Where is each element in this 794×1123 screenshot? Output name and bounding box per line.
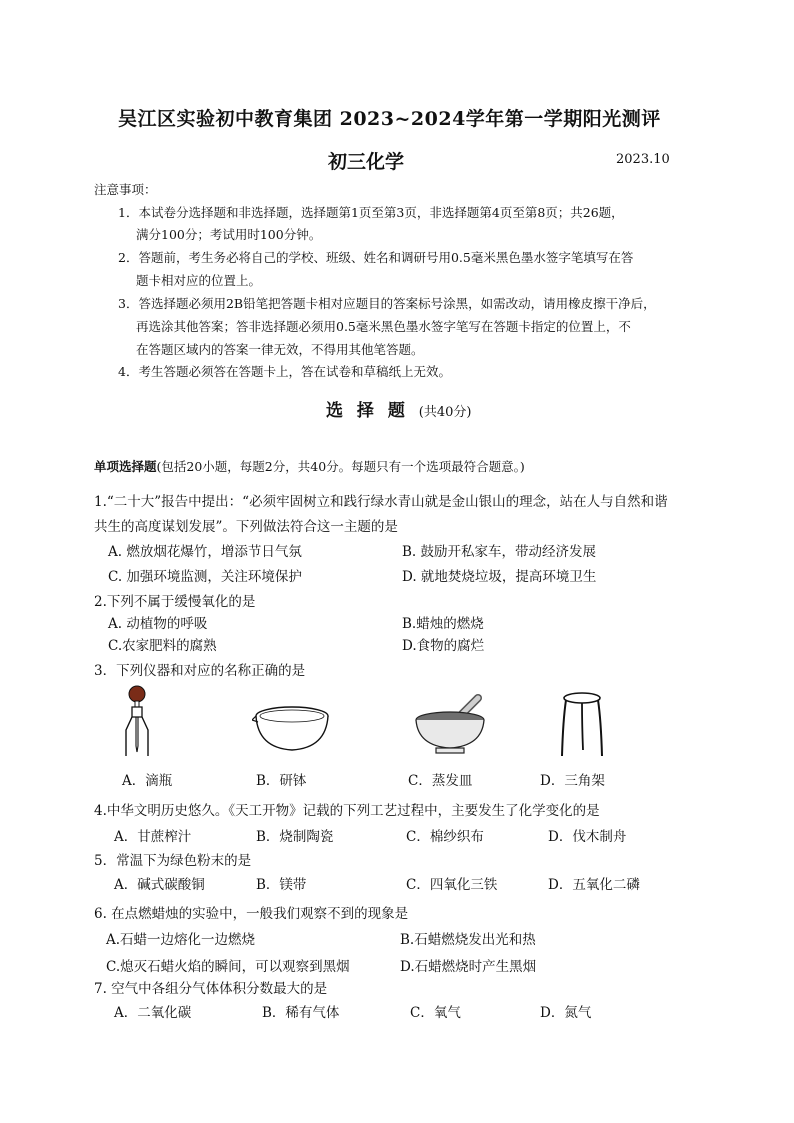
- note-line: 4．考生答题必须答在答题卡上，答在试卷和草稿纸上无效。: [118, 364, 451, 379]
- q2-stem: 2.下列不属于缓慢氧化的是: [94, 594, 256, 610]
- section-points: (共40分): [418, 405, 472, 420]
- exam-date: 2023.10: [616, 152, 670, 167]
- dropper-bottle-image: [112, 684, 162, 760]
- q7-option-c: C．氧气: [410, 1005, 461, 1021]
- q3-option-c: C．蒸发皿: [408, 773, 473, 789]
- q6-option-d: D.石蜡燃烧时产生黑烟: [400, 959, 537, 975]
- subject-title: 初三化学: [328, 151, 405, 173]
- q1-stem-cont: 共生的高度谋划发展”。下列做法符合这一主题的是: [94, 519, 398, 535]
- evaporating-dish-image: [252, 702, 332, 756]
- tripod-image: [556, 690, 608, 760]
- note-line: 在答题区域内的答案一律无效，不得用其他笔答题。: [136, 342, 424, 357]
- q4-stem: 4.中华文明历史悠久。《天工开物》记载的下列工艺过程中，主要发生了化学变化的是: [94, 803, 600, 819]
- q5-option-d: D．五氧化二磷: [548, 877, 640, 893]
- q2-option-c: C.农家肥料的腐熟: [108, 638, 217, 654]
- q5-option-c: C．四氧化三铁: [406, 877, 498, 893]
- section-title: [326, 396, 471, 421]
- note-line: 题卡相对应的位置上。: [136, 273, 262, 288]
- instruction-rest: (包括20小题，每题2分，共40分。每题只有一个选项最符合题意。): [156, 459, 525, 474]
- note-line: 满分100分；考试用时100分钟。: [136, 227, 322, 242]
- q5-option-b: B．镁带: [256, 877, 307, 893]
- q5-stem: 5．常温下为绿色粉末的是: [94, 853, 252, 869]
- note-line: 1．本试卷分选择题和非选择题，选择题第1页至第3页，非选择题第4页至第8页；共26题，: [118, 205, 624, 220]
- section-instruction: [94, 457, 525, 475]
- q6-stem: 6. 在点燃蜡烛的实验中，一般我们观察不到的现象是: [94, 906, 409, 922]
- q6-option-a: A.石蜡一边熔化一边燃烧: [106, 932, 256, 948]
- q4-option-c: C．棉纱织布: [406, 829, 484, 845]
- q3-option-b: B．研钵: [256, 773, 307, 789]
- q5-option-a: A．碱式碳酸铜: [114, 877, 205, 893]
- q7-option-a: A．二氧化碳: [114, 1005, 192, 1021]
- q4-option-a: A．甘蔗榨汁: [114, 829, 192, 845]
- mortar-pestle-image: [412, 690, 492, 760]
- section-title-text: 选 择 题: [326, 401, 409, 421]
- q7-option-d: D．氮气: [540, 1005, 592, 1021]
- q4-option-b: B．烧制陶瓷: [256, 829, 334, 845]
- note-line: 2．答题前，考生务必将自己的学校、班级、姓名和调研号用0.5毫米黑色墨水签字笔填写在答: [118, 250, 634, 265]
- note-line: 再选涂其他答案；答非选择题必须用0.5毫米黑色墨水签字笔写在答题卡指定的位置上，不: [136, 319, 631, 334]
- q6-option-b: B.石蜡燃烧发出光和热: [400, 932, 536, 948]
- note-line: 3．答选择题必须用2B铅笔把答题卡相对应题目的答案标号涂黑，如需改动，请用橡皮擦干净后，: [118, 296, 656, 311]
- notes-heading: 注意事项：: [94, 182, 157, 197]
- q7-option-b: B．稀有气体: [262, 1005, 340, 1021]
- q7-stem: 7. 空气中各组分气体体积分数最大的是: [94, 981, 328, 997]
- q1-option-d: D. 就地焚烧垃圾，提高环境卫生: [402, 569, 597, 585]
- q6-option-c: C.熄灭石蜡火焰的瞬间，可以观察到黑烟: [106, 959, 350, 975]
- q1-stem: 1.“二十大”报告中提出：“必须牢固树立和践行绿水青山就是金山银山的理念，站在人与自然和谐: [94, 494, 668, 510]
- exam-title: 吴江区实验初中教育集团 2023~2024学年第一学期阳光测评: [118, 108, 661, 130]
- q2-option-d: D.食物的腐烂: [402, 638, 485, 654]
- instruction-bold: 单项选择题: [94, 459, 157, 474]
- q3-option-a: A．滴瓶: [122, 773, 173, 789]
- q3-option-d: D．三角架: [540, 773, 605, 789]
- q1-option-a: A. 燃放烟花爆竹，增添节日气氛: [108, 544, 302, 560]
- q3-stem: 3．下列仪器和对应的名称正确的是: [94, 663, 306, 679]
- q2-option-a: A. 动植物的呼吸: [108, 616, 208, 632]
- q1-option-c: C. 加强环境监测，关注环境保护: [108, 569, 302, 585]
- q4-option-d: D．伐木制舟: [548, 829, 627, 845]
- q2-option-b: B.蜡烛的燃烧: [402, 616, 484, 632]
- q1-option-b: B. 鼓励开私家车，带动经济发展: [402, 544, 597, 560]
